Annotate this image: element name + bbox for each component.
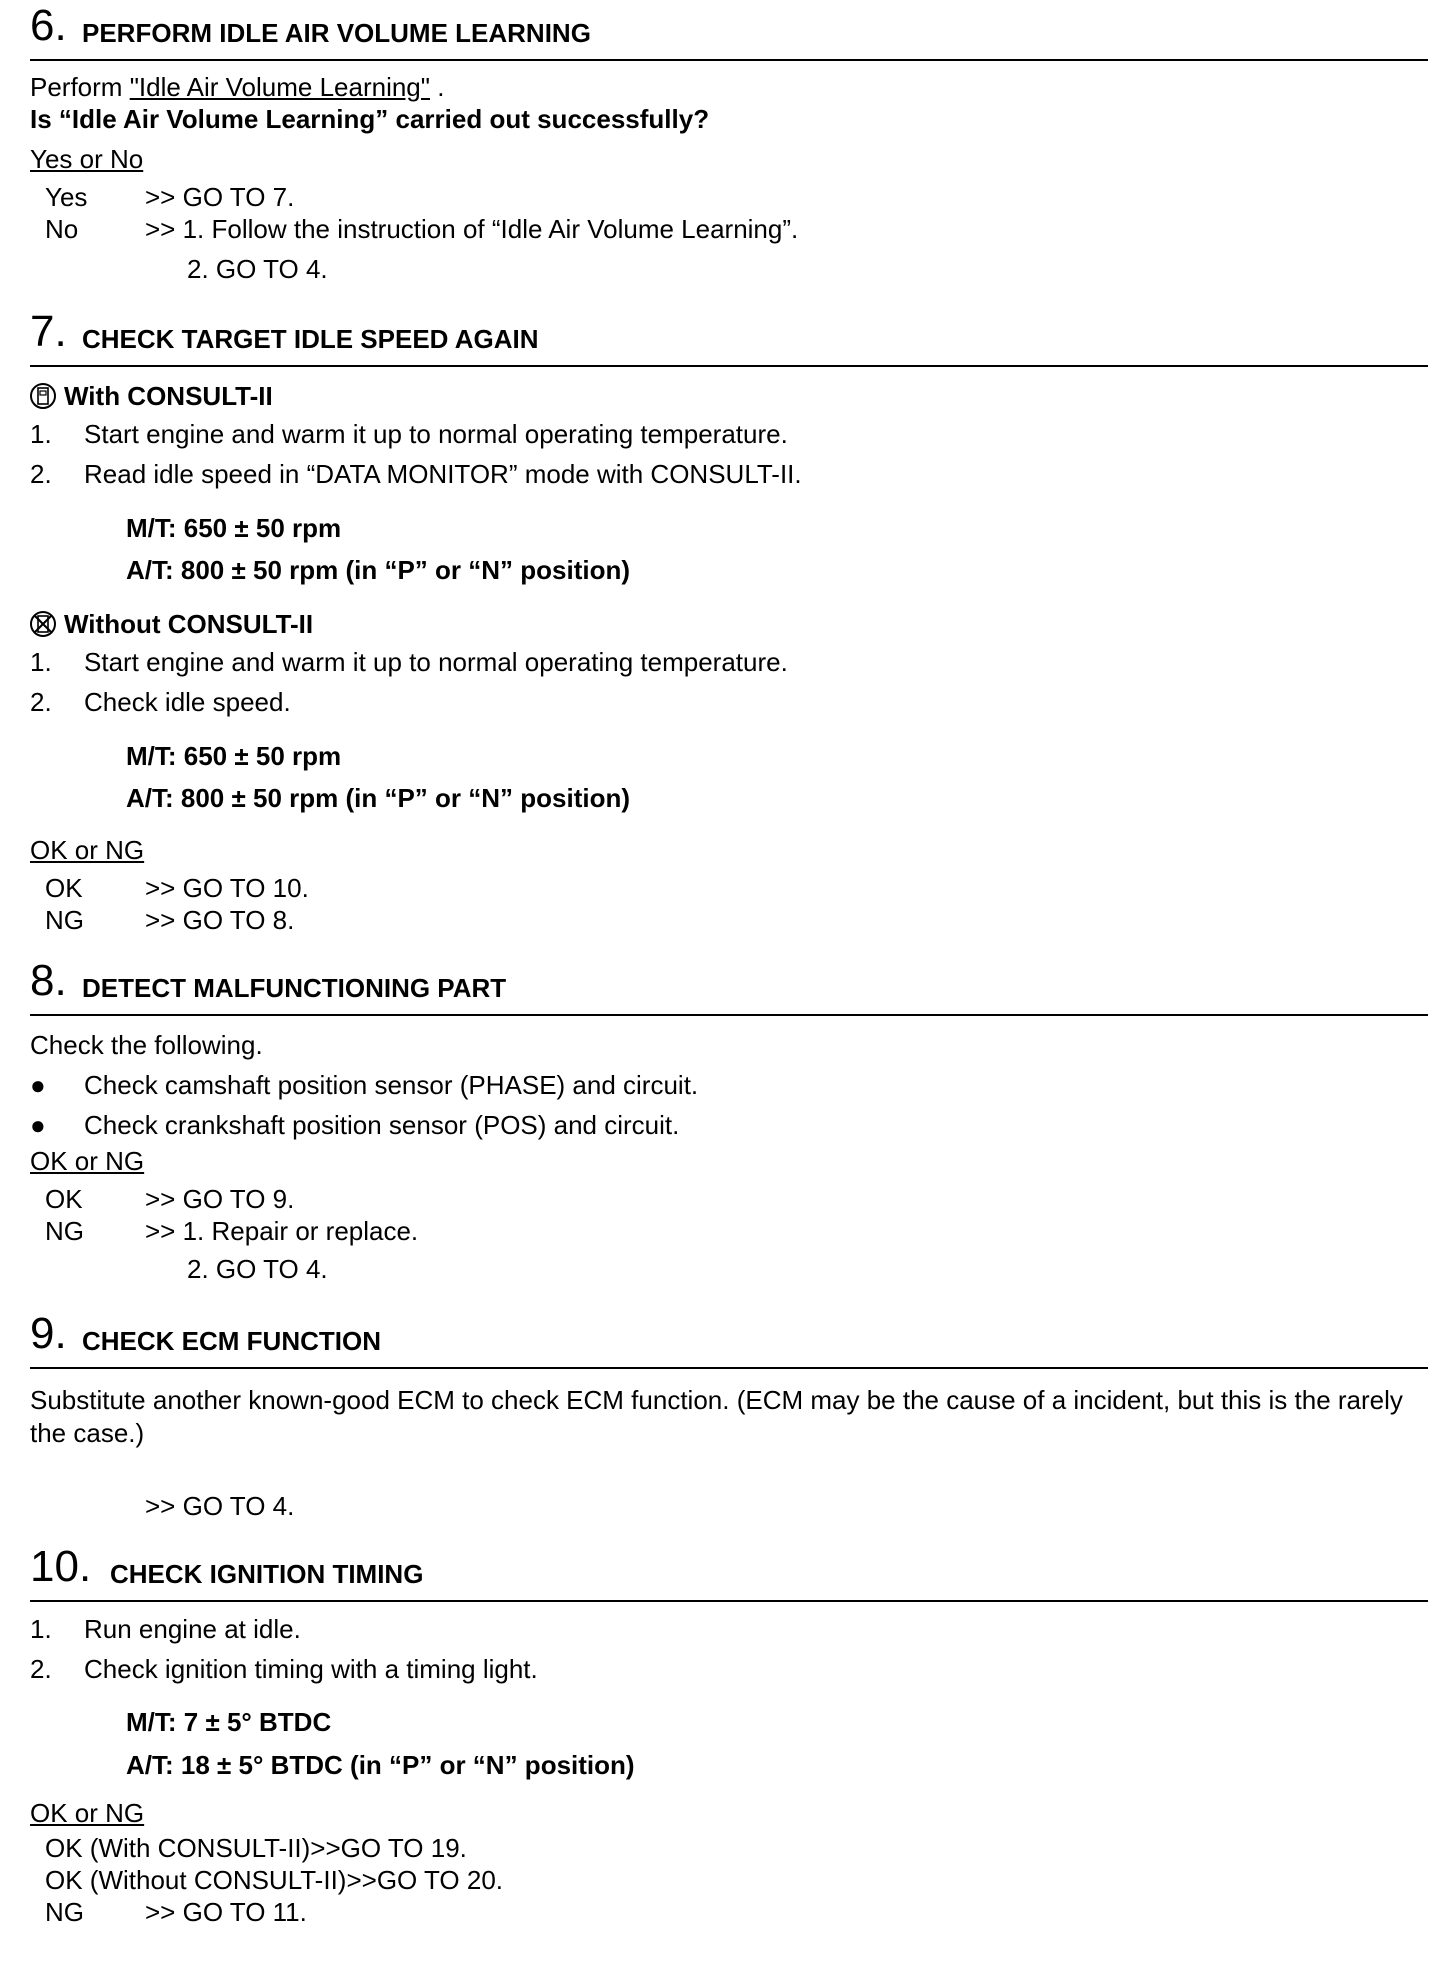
with-step-1-text: Start engine and warm it up to normal operating temperature. (84, 419, 788, 449)
step-2-text: Check ignition timing with a timing light. (84, 1654, 538, 1684)
with-consult-heading (30, 380, 273, 412)
step-7 (30, 306, 1428, 935)
result-ng-key: NG (45, 905, 84, 935)
spec-mt: M/T: 650 ± 50 rpm (126, 513, 342, 543)
result-ok-with: OK (With CONSULT-II)>>GO TO 19. (45, 1833, 467, 1863)
without-step-1-num: 1. (30, 647, 52, 677)
perform-suffix: . (430, 72, 445, 102)
result-no-key: No (45, 214, 79, 244)
choice-label: OK or NG (30, 1146, 145, 1176)
spec-mt: M/T: 7 ± 5° BTDC (126, 1707, 332, 1737)
result-ok-without: OK (Without CONSULT-II)>>GO TO 20. (45, 1865, 504, 1895)
body-text: Substitute another known-good ECM to check ECM function. (ECM may be the cause of a incident, but this is the rarely the case.) (30, 1385, 1403, 1448)
result-ok-key: OK (45, 1184, 83, 1214)
perform-prefix: Perform (30, 72, 130, 102)
step-1-text: Run engine at idle. (84, 1614, 301, 1644)
without-consult-label: Without CONSULT-II (64, 609, 314, 639)
step-9 (30, 1308, 1428, 1521)
result-ng-key: NG (45, 1897, 84, 1927)
step-9-header (30, 1308, 1428, 1369)
step-6 (30, 0, 1428, 284)
bullet-dot: ● (30, 1110, 46, 1140)
result-ng-action-2: 2. GO TO 4. (187, 1254, 328, 1284)
step-number: 7. (30, 307, 67, 356)
without-step-2-text: Check idle speed. (84, 687, 291, 717)
step-2-num: 2. (30, 1654, 52, 1684)
step-6-header (30, 0, 1428, 61)
spec-at: A/T: 18 ± 5° BTDC (in “P” or “N” position) (126, 1750, 635, 1780)
result-ok-action: >> GO TO 10. (145, 873, 309, 903)
no-consult-icon (30, 611, 56, 637)
step-title: CHECK IGNITION TIMING (110, 1559, 424, 1589)
bullet-dot: ● (30, 1070, 46, 1100)
choice-label: OK or NG (30, 1798, 145, 1828)
step-number: 10. (30, 1542, 92, 1591)
spec-mt: M/T: 650 ± 50 rpm (126, 741, 342, 771)
step-title: DETECT MALFUNCTIONING PART (82, 973, 507, 1003)
consult-tool-icon (30, 383, 56, 409)
result-ng-action: >> 1. Repair or replace. (145, 1216, 419, 1246)
step-8-header (30, 955, 1428, 1016)
result-yes-action: >> GO TO 7. (145, 182, 295, 212)
step-8 (30, 955, 1428, 1284)
without-step-1-text: Start engine and warm it up to normal operating temperature. (84, 647, 788, 677)
bullet-item-2: Check crankshaft position sensor (POS) and circuit. (84, 1110, 680, 1140)
step-title: CHECK ECM FUNCTION (82, 1326, 381, 1356)
without-consult-heading (30, 608, 313, 640)
spec-at: A/T: 800 ± 50 rpm (in “P” or “N” position) (126, 555, 630, 585)
perform-line (30, 71, 444, 103)
step-title: CHECK TARGET IDLE SPEED AGAIN (82, 324, 539, 354)
result-action: >> GO TO 4. (145, 1491, 295, 1521)
result-no-action-2: 2. GO TO 4. (187, 254, 328, 284)
step-title: PERFORM IDLE AIR VOLUME LEARNING (82, 18, 591, 48)
step-7-header (30, 306, 1428, 367)
result-ok-action: >> GO TO 9. (145, 1184, 295, 1214)
idle-air-volume-learning-link[interactable]: "Idle Air Volume Learning" (129, 72, 430, 102)
with-step-2-num: 2. (30, 459, 52, 489)
with-consult-label: With CONSULT-II (64, 381, 273, 411)
result-yes-key: Yes (45, 182, 88, 212)
with-step-1-num: 1. (30, 419, 52, 449)
step-10 (30, 1541, 1428, 1927)
spec-at: A/T: 800 ± 50 rpm (in “P” or “N” position) (126, 783, 630, 813)
choice-label: Yes or No (30, 144, 144, 174)
without-step-2-num: 2. (30, 687, 52, 717)
bullet-item-1: Check camshaft position sensor (PHASE) and circuit. (84, 1070, 699, 1100)
question: Is “Idle Air Volume Learning” carried out successfully? (30, 104, 710, 134)
step-10-header (30, 1541, 1428, 1602)
result-ng-action: >> GO TO 11. (145, 1897, 307, 1927)
with-step-2-text: Read idle speed in “DATA MONITOR” mode with CONSULT-II. (84, 459, 802, 489)
step-number: 8. (30, 956, 67, 1005)
choice-label: OK or NG (30, 835, 145, 865)
result-ok-key: OK (45, 873, 83, 903)
step-number: 9. (30, 1309, 67, 1358)
result-no-action: >> 1. Follow the instruction of “Idle Air Volume Learning”. (145, 214, 799, 244)
result-ng-action: >> GO TO 8. (145, 905, 295, 935)
step-1-num: 1. (30, 1614, 52, 1644)
intro: Check the following. (30, 1030, 263, 1060)
result-ng-key: NG (45, 1216, 84, 1246)
step-number: 6. (30, 1, 67, 50)
